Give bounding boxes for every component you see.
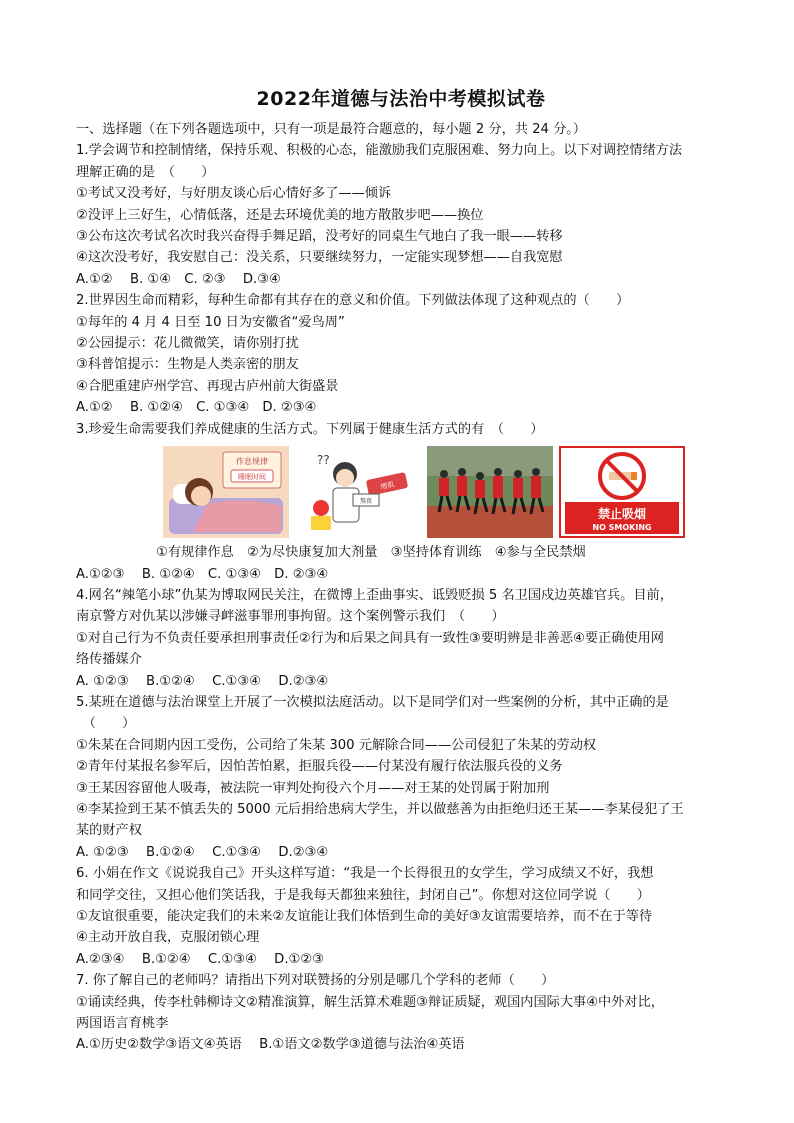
image-row (122, 446, 726, 538)
statement: ①对自己行为不负责任要承担刑事责任②行为和后果之间具有一致性③要明辨是非善恶④要正确使用网 (76, 630, 664, 646)
statement: ①诵读经典，传李杜韩柳诗文②精准演算，解生活算术难题③辩证质疑，观国内国际大事④中外对比， (76, 994, 664, 1010)
medicine-cartoon (295, 446, 421, 538)
img-label: 作息规律 (236, 457, 268, 467)
statement: 两国语言育桃李 (76, 1016, 169, 1032)
statement: ④李某捡到王某不慎丢失的 5000 元后捐给患病大学生，并以做慈善为由拒绝归还王某——李某侵犯了王 (76, 801, 684, 817)
statement: ②没评上三好生，心情低落，还是去环境优美的地方散散步吧——换位 (76, 207, 484, 223)
img-label: NO SMOKING (592, 523, 652, 533)
statement: ①友谊很重要，能决定我们的未来②友谊能让我们体悟到生命的美好③友谊需要培养，而不在于等待 (76, 909, 653, 924)
answer-choices: A. ①②③ B.①②④ C.①③④ D.②③④ (76, 673, 329, 689)
answer-choices: A.①② B. ①④ C. ②③ D.③④ (76, 271, 281, 287)
statement: ①朱某在合同期内因工受伤，公司给了朱某 300 元解除合同——公司侵犯了朱某的劳动权 (76, 737, 597, 753)
no-smoking-sign (559, 446, 685, 538)
img-label: 睡眠时间 (238, 473, 266, 482)
statement: 某的财产权 (76, 823, 142, 839)
question-stem: 6. 小娟在作文《说说我自己》开头这样写道：“我是一个长得很丑的女学生，学习成绩又不好，我想 (76, 866, 654, 882)
question-stem: 7. 你了解自己的老师吗？请指出下列对联赞扬的分别是哪几个学科的老师（ ） (76, 973, 555, 989)
statement: ①考试又没考好，与好朋友谈心后心情好多了——倾诉 (76, 186, 392, 202)
question-7 (76, 970, 726, 1056)
question-1 (76, 140, 726, 290)
statement: ①每年的 4 月 4 日至 10 日为安徽省“爱鸟周” (76, 314, 345, 330)
statement: ④这次没考好，我安慰自己：没关系，只要继续努力，一定能实现梦想——自我宽慰 (76, 250, 563, 266)
question-stem: 1.学会调节和控制情绪，保持乐观、积极的心态，能激励我们克服困难、努力向上。以下对调控情绪方法 (76, 143, 683, 159)
exam-title: 2022年道德与法治中考模拟试卷 (256, 88, 546, 110)
answer-choices: A.①历史②数学③语文④英语 B.①语文②数学③道德与法治④英语 (76, 1037, 465, 1053)
answer-choices: A.②③④ B.①②④ C.①③④ D.①②③ (76, 951, 324, 967)
question-stem: 4.网名“辣笔小球”仇某为博取网民关注，在微博上歪曲事实、诋毁贬损 5 名卫国戍边英雄官兵。目前， (76, 587, 673, 603)
question-stem: 和同学交往，又担心他们笑话我，于是我每天都独来独往，封闭自己”。你想对这位同学说（ ） (76, 887, 650, 903)
image-caption: ①有规律作息 ②为尽快康复加大剂量 ③坚持体育训练 ④参与全民禁烟 (156, 545, 586, 561)
question-2 (76, 290, 726, 418)
img-label: 增肌 (379, 480, 396, 492)
question-4 (76, 585, 726, 692)
statement: ④合肥重建庐州学宫、再现古庐州前大街盛景 (76, 378, 339, 394)
img-label: 熬夜 (359, 498, 373, 506)
question-stem: 南京警方对仇某以涉嫌寻衅滋事罪刑事拘留。这个案例警示我们 （ ） (76, 609, 505, 625)
answer-choices: A.①② B. ①②④ C. ①③④ D. ②③④ (76, 400, 317, 416)
statement: ②公园提示：花儿微微笑，请你别打扰 (76, 336, 299, 352)
exam-page (76, 84, 726, 1056)
statement: ③王某因容留他人吸毒，被法院一审判处拘役六个月——对王某的处罚属于附加刑 (76, 780, 550, 796)
statement: ③科普馆提示：生物是人类亲密的朋友 (76, 357, 299, 373)
question-stem: 理解正确的是 （ ） (76, 164, 215, 180)
img-label: ?? (317, 453, 330, 468)
question-stem: 3.珍爱生命需要我们养成健康的生活方式。下列属于健康生活方式的有 （ ） (76, 421, 544, 437)
answer-choices: A. ①②③ B.①②④ C.①③④ D.②③④ (76, 844, 329, 860)
statement: ③公布这次考试名次时我兴奋得手舞足蹈，没考好的同桌生气地白了我一眼——转移 (76, 229, 563, 245)
statement: ④主动开放自我，克服闭锁心理 (76, 930, 260, 946)
question-6 (76, 863, 726, 970)
question-stem: 5.某班在道德与法治课堂上开展了一次模拟法庭活动。以下是同学们对一些案例的分析，其中正确的是 (76, 694, 669, 710)
statement: 络传播媒介 (76, 652, 142, 668)
img-label: 禁止吸烟 (597, 507, 647, 522)
statement: ②青年付某报名参军后，因怕苦怕累，拒服兵役——付某没有履行依法服兵役的义务 (76, 759, 563, 775)
runners-photo (427, 446, 553, 538)
answer-choices: A.①②③ B. ①②④ C. ①③④ D. ②③④ (76, 566, 329, 582)
sleeping-girl-illustration (163, 446, 289, 538)
section-header: 一、选择题（在下列各题选项中，只有一项是最符合题意的，每小题 2 分，共 24 分。） (76, 122, 587, 137)
question-stem: 2.世界因生命而精彩，每种生命都有其存在的意义和价值。下列做法体现了这种观点的（ ） (76, 293, 630, 309)
question-stem: （ ） (76, 716, 136, 732)
question-5 (76, 692, 726, 863)
question-3 (76, 419, 726, 585)
